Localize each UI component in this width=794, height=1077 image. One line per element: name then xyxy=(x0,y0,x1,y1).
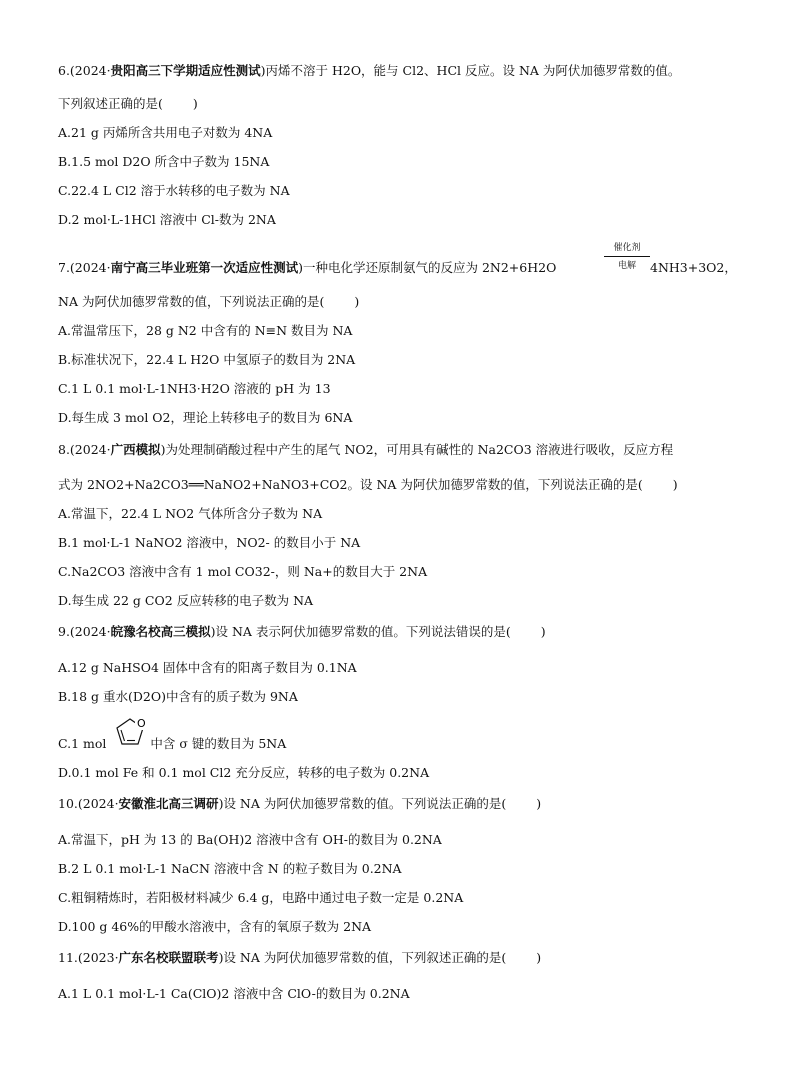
q8-option-a: A.常温下，22.4 L NO2 气体所含分子数为 NA xyxy=(58,506,323,521)
q6-option-c: C.22.4 L Cl2 溶于水转移的电子数为 NA xyxy=(58,183,290,198)
q9-option-d: D.0.1 mol Fe 和 0.1 mol Cl2 充分反应，转移的电子数为 0.2NA xyxy=(58,765,430,780)
q7-stem: 7.(2024·南宁高三毕业班第一次适应性测试)一种电化学还原制氨气的反应为 2N2+6H2O xyxy=(58,260,557,275)
q6-stem: 6.(2024·贵阳高三下学期适应性测试)丙烯不溶于 H2O，能与 Cl2、HCl 反应。设 NA 为阿伏加德罗常数的值。 xyxy=(58,63,681,78)
q10-stem: 10.(2024·安徽淮北高三调研)设 NA 为阿伏加德罗常数的值。下列说法正确的是( ) xyxy=(58,796,542,811)
reaction-arrow xyxy=(604,256,650,257)
q6-option-a: A.21 g 丙烯所含共用电子对数为 4NA xyxy=(58,125,273,140)
q9-option-b: B.18 g 重水(D2O)中含有的质子数为 9NA xyxy=(58,689,298,704)
q6-stem-cont: 下列叙述正确的是( ) xyxy=(58,96,198,111)
catalyst-label: 催化剂 xyxy=(613,243,641,253)
q7-option-d: D.每生成 3 mol O2，理论上转移电子的数目为 6NA xyxy=(58,410,353,425)
q11-option-a: A.1 L 0.1 mol·L-1 Ca(ClO)2 溶液中含 ClO-的数目为 0.2NA xyxy=(58,986,410,1001)
furan-oxygen-label: O xyxy=(137,716,147,730)
q10-option-d: D.100 g 46%的甲酸水溶液中，含有的氧原子数为 2NA xyxy=(58,919,372,934)
q9-option-a: A.12 g NaHSO4 固体中含有的阳离子数目为 0.1NA xyxy=(58,660,357,675)
q11-source: 广东名校联盟联考 xyxy=(118,950,219,965)
electrolysis-label: 电解 xyxy=(617,261,636,271)
q7-stem-products: 4NH3+3O2， xyxy=(650,260,737,275)
q8-option-c: C.Na2CO3 溶液中含有 1 mol CO32-，则 Na+的数目大于 2NA xyxy=(58,564,428,579)
q6-option-d: D.2 mol·L-1HCl 溶液中 Cl-数为 2NA xyxy=(58,212,276,227)
q6-option-b: B.1.5 mol D2O 所含中子数为 15NA xyxy=(58,154,270,169)
q7-option-b: B.标准状况下，22.4 L H2O 中氢原子的数目为 2NA xyxy=(58,352,356,367)
q8-source: 广西模拟 xyxy=(110,442,161,457)
q7-source: 南宁高三毕业班第一次适应性测试 xyxy=(110,260,299,275)
q10-option-b: B.2 L 0.1 mol·L-1 NaCN 溶液中含 N 的粒子数目为 0.2NA xyxy=(58,861,402,876)
q9-stem: 9.(2024·皖豫名校高三模拟)设 NA 表示阿伏加德罗常数的值。下列说法错误的是( ) xyxy=(58,624,546,639)
q10-source: 安徽淮北高三调研 xyxy=(118,796,219,811)
q9-option-c: C.1 mol O 中含 σ 键的数目为 5NA xyxy=(58,735,286,753)
q11-stem: 11.(2023·广东名校联盟联考)设 NA 为阿伏加德罗常数的值，下列叙述正确的是( ) xyxy=(58,950,542,965)
furan-structure-icon xyxy=(110,714,150,750)
q8-option-b: B.1 mol·L-1 NaNO2 溶液中，NO2- 的数目小于 NA xyxy=(58,535,361,550)
q7-option-a: A.常温常压下，28 g N2 中含有的 N≡N 数目为 NA xyxy=(58,323,353,338)
q6-source: 贵阳高三下学期适应性测试 xyxy=(110,63,261,78)
q9-source: 皖豫名校高三模拟 xyxy=(110,624,211,639)
q7-option-c: C.1 L 0.1 mol·L-1NH3·H2O 溶液的 pH 为 13 xyxy=(58,381,331,396)
q10-option-c: C.粗铜精炼时，若阳极材料减少 6.4 g，电路中通过电子数一定是 0.2NA xyxy=(58,890,464,905)
q8-stem-cont: 式为 2NO2+Na2CO3══NaNO2+NaNO3+CO2。设 NA 为阿伏加德罗常数的值，下列说法正确的是( ) xyxy=(58,477,678,492)
q8-stem: 8.(2024·广西模拟)为处理制硝酸过程中产生的尾气 NO2，可用具有碱性的 Na2CO3 溶液进行吸收，反应方程 xyxy=(58,442,674,457)
q8-option-d: D.每生成 22 g CO2 反应转移的电子数为 NA xyxy=(58,593,314,608)
q7-stem-cont: NA 为阿伏加德罗常数的值，下列说法正确的是( ) xyxy=(58,294,360,309)
q10-option-a: A.常温下，pH 为 13 的 Ba(OH)2 溶液中含有 OH-的数目为 0.2NA xyxy=(58,832,442,847)
